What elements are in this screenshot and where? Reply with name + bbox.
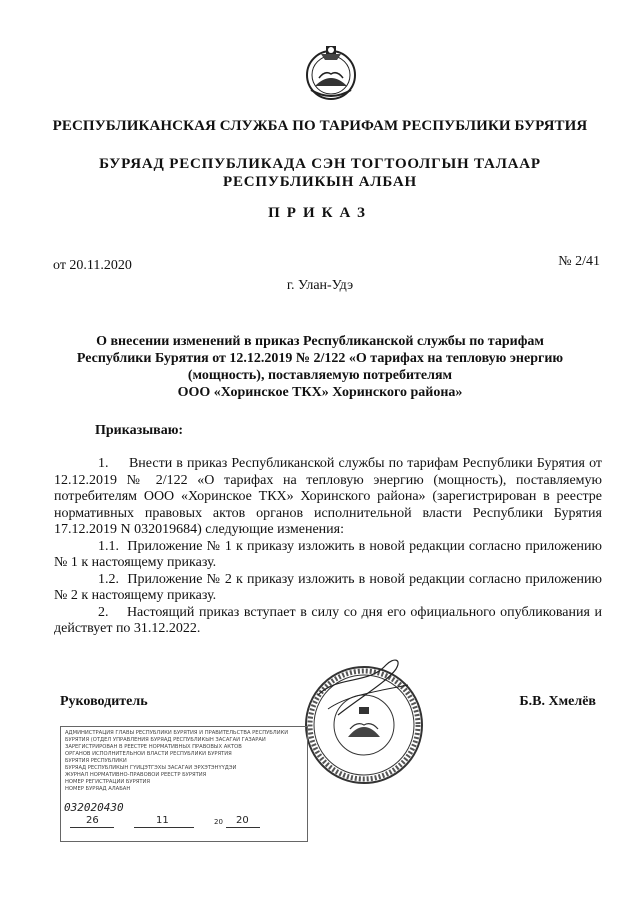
stamp-month: 11 xyxy=(156,815,169,826)
organization-title-bur-line1: БУРЯАД РЕСПУБЛИКАДА СЭН ТОГТООЛГЫН ТАЛААР xyxy=(99,156,541,172)
paragraph-2: 2. Настоящий приказ вступает в силу со дня его официального опубликования и действует по 31.12.2022. xyxy=(54,604,602,636)
document-date: от 20.11.2020 xyxy=(53,258,132,273)
stamp-day: 26 xyxy=(86,815,99,826)
subject-line-4: ООО «Хоринское ТКХ» Хоринского района» xyxy=(177,385,463,400)
official-seal xyxy=(298,655,430,787)
stamp-year-prefix: 20 xyxy=(214,818,223,826)
document-number: № 2/41 xyxy=(558,254,600,269)
signer-name: Б.В. Хмелёв xyxy=(519,694,596,709)
stamp-line: БУРЯТИЯ (ОТДЕЛ УПРАВЛЕНИЯ БУРЯАД РЕСПУБЛИКЫН ЗАСАГАЙ ГАЗАРАЙ xyxy=(65,737,266,743)
stamp-line: АДМИНИСТРАЦИЯ ГЛАВЫ РЕСПУБЛИКИ БУРЯТИЯ И ПРАВИТЕЛЬСТВА РЕСПУБЛИКИ xyxy=(65,730,289,736)
signer-title: Руководитель xyxy=(60,694,148,709)
stamp-line: НОМЕР РЕГИСТРАЦИИ БУРЯТИЯ xyxy=(65,779,150,785)
stamp-year-underline xyxy=(226,827,260,828)
orders-label: Приказываю: xyxy=(95,423,184,438)
stamp-year-suffix: 20 xyxy=(236,815,249,826)
subject-line-1: О внесении изменений в приказ Республиканской службы по тарифам xyxy=(96,334,544,349)
document-subject xyxy=(40,333,600,401)
stamp-line: НОМЕР БУРЯАД АЛАБАН xyxy=(65,786,131,792)
stamp-day-underline xyxy=(70,827,114,828)
subject-line-2: Республики Бурятия от 12.12.2019 № 2/122 «О тарифах на тепловую энергию xyxy=(76,351,564,366)
document-body xyxy=(54,456,602,638)
stamp-line: ЖУРНАЛ НОРМАТИВНО-ПРАВОВОЙ РЕЕСТР БУРЯТИЯ xyxy=(65,772,207,778)
stamp-line: ЗАРЕГИСТРИРОВАН В РЕЕСТРЕ НОРМАТИВНЫХ ПРАВОВЫХ АКТОВ xyxy=(65,744,242,750)
organization-title-bur xyxy=(0,155,640,191)
stamp-line: БУРЯТИЯ РЕСПУБЛИКИ xyxy=(65,758,127,764)
stamp-month-underline xyxy=(134,827,194,828)
stamp-line: БУРЯАД РЕСПУБЛИКЫН ГҮЙЦЭТГЭХЫ ЗАСАГАЙ ЭРХЭТЭНҮҮДЭЙ xyxy=(65,765,237,771)
document-city: г. Улан-Удэ xyxy=(286,278,354,293)
paragraph-1-2: 1.2. Приложение № 2 к приказу изложить в новой редакции согласно приложению № 2 к настоящему приказу. xyxy=(54,571,602,603)
stamp-line: ОРГАНОВ ИСПОЛНИТЕЛЬНОЙ ВЛАСТИ РЕСПУБЛИКИ БУРЯТИЯ xyxy=(65,751,232,757)
coat-of-arms-emblem xyxy=(299,40,363,104)
paragraph-1: 1. Внести в приказ Республиканской службы по тарифам Республики Бурятия от 12.12.2019 № 2/122 «О тарифах на тепловую энергию (мощность), поставляемую потребителям ООО «Хоринское ТКХ» Хоринского района» (зарегистрирован в реестре нормативных правовых актов органов исполнительной власти Республики Бурятия 17.12.2019 N 032019684) следующие изменения: xyxy=(54,456,602,537)
subject-line-3: (мощность), поставляемую потребителям xyxy=(187,368,453,383)
stamp-registration-date xyxy=(60,815,308,831)
organization-title-ru: РЕСПУБЛИКАНСКАЯ СЛУЖБА ПО ТАРИФАМ РЕСПУБЛИКИ БУРЯТИЯ xyxy=(52,118,588,134)
paragraph-1-1: 1.1. Приложение № 1 к приказу изложить в новой редакции согласно приложению № 1 к настоящему приказу. xyxy=(54,538,602,570)
organization-title-bur-line2: РЕСПУБЛИКЫН АЛБАН xyxy=(223,174,417,190)
document-type: ПРИКАЗ xyxy=(268,205,372,221)
stamp-registration-number: 032020430 xyxy=(64,801,124,814)
